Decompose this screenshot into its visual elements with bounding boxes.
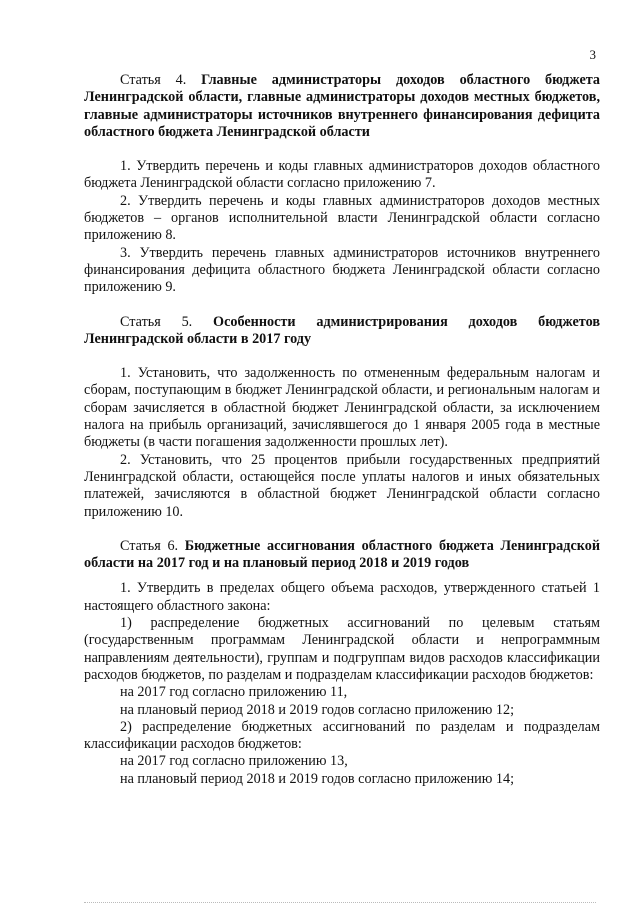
article-5-label: Статья 5.: [120, 313, 193, 330]
article-6-item-2-b: на плановый период 2018 и 2019 годов согласно приложению 14;: [120, 770, 515, 787]
article-6-heading: [84, 538, 600, 573]
article-4-paragraph-3: 3. Утвердить перечень главных администраторов источников внутреннего финансирования дефицита областного бюджета Ленинградской области согласно приложению 9.: [84, 244, 600, 296]
article-4-paragraph-1: 1. Утвердить перечень и коды главных администраторов доходов областного бюджета Ленинградской области согласно приложению 7.: [84, 158, 600, 192]
article-6-intro: 1. Утвердить в пределах общего объема расходов, утвержденного статьей 1 настоящего областного закона:: [84, 580, 600, 614]
document-body: [84, 72, 600, 788]
article-6-label: Статья 6.: [120, 537, 179, 554]
article-6-title: Бюджетные ассигнования областного бюджета Ленинградской области на 2017 год и на плановый период 2018 и 2019 годов: [84, 537, 601, 572]
article-4-label: Статья 4.: [120, 72, 187, 88]
page-number: 3: [589, 47, 596, 62]
article-6-item-1: 1) распределение бюджетных ассигнований по целевым статьям (государственным программам Ленинградской области и непрограммным направлениям деятельности), группам и подгруппам видов расходов классификации расходов бюджетов, по разделам и подразделам классификации расходов бюджетов:: [84, 615, 600, 683]
article-6-item-1-a: на 2017 год согласно приложению 11,: [120, 684, 348, 701]
article-5-paragraph-1: 1. Установить, что задолженность по отмененным федеральным налогам и сборам, поступающим в бюджет Ленинградской области, и региональным налогам и сборам зачисляется в областной бюджет Ленинградской области, за исключением налога на прибыль организаций, зачислявшегося до 1 января 2005 года в местные бюджеты (в части погашения задолженности прошлых лет).: [84, 365, 600, 451]
article-5-title: Особенности администрирования доходов бюджетов Ленинградской области в 2017 году: [84, 313, 600, 347]
article-6-item-2-a: на 2017 год согласно приложению 13,: [120, 753, 348, 770]
article-5-heading: [84, 314, 600, 349]
article-4-heading: [84, 72, 600, 141]
article-4-paragraph-2: 2. Утвердить перечень и коды главных администраторов доходов местных бюджетов – органов исполнительной власти Ленинградской области согласно приложению 8.: [84, 192, 600, 244]
article-4-title: Главные администраторы доходов областного бюджета Ленинградской области, главные администраторы доходов местных бюджетов, главные администраторы источников внутреннего финансирования дефицита областного бюджета Ленинградской области: [84, 72, 600, 140]
article-5-paragraph-2: 2. Установить, что 25 процентов прибыли государственных предприятий Ленинградской области, остающейся после уплаты налогов и иных обязательных платежей, зачисляются в областной бюджет Ленинградской области согласно приложению 10.: [84, 451, 600, 520]
article-6-item-2: 2) распределение бюджетных ассигнований по разделам и подразделам классификации расходов бюджетов:: [84, 718, 600, 753]
scan-edge-divider: [84, 901, 596, 903]
article-6-item-1-b: на плановый период 2018 и 2019 годов согласно приложению 12;: [120, 701, 515, 718]
